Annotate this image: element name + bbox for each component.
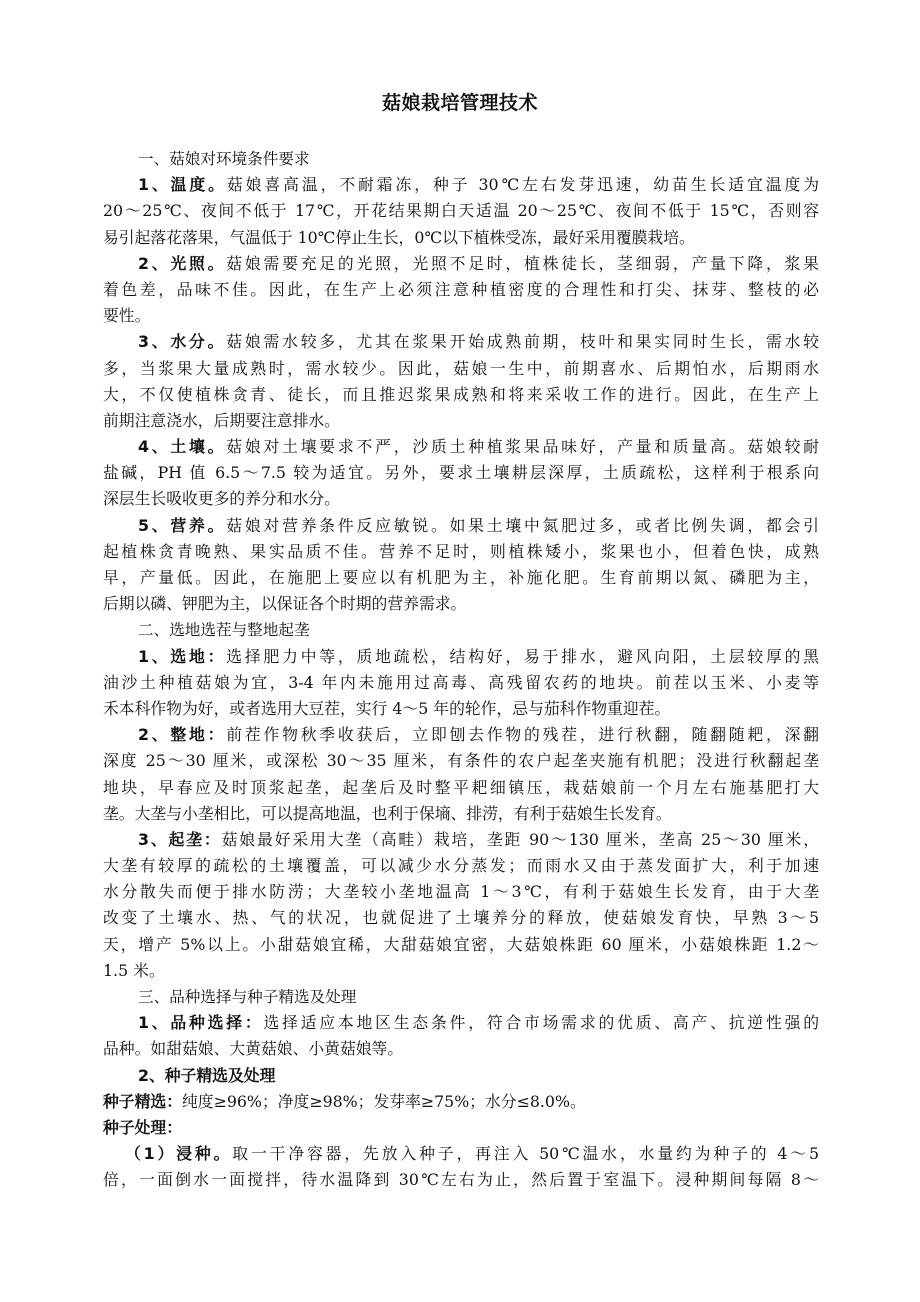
- paragraph-site-line-1: [103, 644, 819, 670]
- paragraph-ridge-line-3: 水分散失而便于排水防涝；大垄较小垄地温高 1～3℃，有利于菇娘生长发育，由于大垄: [103, 882, 819, 902]
- paragraph-soil-line-1: [103, 434, 819, 460]
- paragraph-seed-selection: [103, 1089, 819, 1115]
- nutrition-label: 5、营养。: [138, 515, 227, 535]
- paragraph-temperature-line-3: 易引起落花落果，气温低于 10℃停止生长，0℃以下植株受冻，最好采用覆膜栽培。: [103, 227, 695, 247]
- site-label: 1、选地：: [138, 646, 227, 666]
- temperature-text-1: 菇娘喜高温，不耐霜冻，种子 30℃左右发芽迅速，幼苗生长适宜温度为: [226, 175, 819, 195]
- document-body: [103, 146, 819, 1194]
- paragraph-light-line-1: [103, 251, 819, 277]
- paragraph-water-line-1: [103, 329, 819, 355]
- soil-label: 4、土壤。: [138, 437, 227, 457]
- seed-selection-label: 种子精选：: [103, 1091, 182, 1111]
- paragraph-prep-line-1: [103, 722, 819, 748]
- prep-label: 2、整地：: [138, 725, 227, 745]
- section-heading-environment: 一、菇娘对环境条件要求: [138, 150, 310, 168]
- seed-selection-text: 纯度≥96%；净度≥98%；发芽率≥75%；水分≤8.0%。: [182, 1091, 586, 1111]
- paragraph-prep-line-4: 垄。大垄与小垄相比，可以提高地温，也利于保墒、排涝，有利于菇娘生长发育。: [103, 803, 672, 823]
- site-text-1: 选择肥力中等，质地疏松，结构好，易于排水，避风向阳，土层较厚的黑: [226, 646, 819, 666]
- section-heading-site-prep: 二、选地选茬与整地起垄: [138, 621, 310, 640]
- soaking-text-1: 取一干净容器，先放入种子，再注入 50℃温水，水量约为种子的 4～5: [232, 1144, 819, 1164]
- ridge-label: 3、起垄：: [138, 829, 222, 849]
- paragraph-variety-line-1: [103, 1010, 819, 1036]
- paragraph-variety-line-2: 品种。如甜菇娘、大黄菇娘、小黄菇娘等。: [103, 1039, 404, 1059]
- paragraph-water-line-4: 前期注意浇水，后期要注意排水。: [103, 410, 340, 430]
- subheading-seed-treatment: 种子处理：: [103, 1117, 182, 1137]
- variety-text-1: 选择适应本地区生态条件，符合市场需求的优质、高产、抗逆性强的: [263, 1013, 819, 1033]
- paragraph-nutrition-line-2: 起植株贪青晚熟、果实品质不佳。营养不足时，则植株矮小，浆果也小，但着色快，成熟: [103, 541, 819, 561]
- prep-text-1: 前茬作物秋季收获后，立即刨去作物的残茬，进行秋翻，随翻随耙，深翻: [226, 725, 819, 745]
- paragraph-ridge-line-5: 天，增产 5%以上。小甜菇娘宜稀，大甜菇娘宜密，大菇娘株距 60 厘米，小菇娘株距 1.2～: [103, 934, 819, 954]
- paragraph-prep-line-3: 地块，早春应及时顶浆起垄，起垄后及时整平耙细镇压，栽菇娘前一个月左右施基肥打大: [103, 777, 819, 797]
- paragraph-light-line-2: 着色差，品味不佳。因此，在生产上必须注意种植密度的合理性和打尖、抹芽、整枝的必: [103, 279, 819, 299]
- paragraph-temperature-line-2: 20～25℃、夜间不低于 17℃，开花结果期白天适温 20～25℃、夜间不低于 15℃，否则容: [103, 201, 819, 221]
- paragraph-soil-line-2: 盐碱，PH 值 6.5～7.5 较为适宜。另外，要求土壤耕层深厚，土质疏松，这样利于根系向: [103, 463, 819, 483]
- paragraph-soil-line-3: 深层生长吸收更多的养分和水分。: [103, 489, 340, 509]
- paragraph-soaking-line-2: 倍，一面倒水一面搅拌，待水温降到 30℃左右为止，然后置于室温下。浸种期间每隔 8～: [103, 1170, 819, 1190]
- water-label: 3、水分。: [138, 332, 227, 352]
- paragraph-ridge-line-1: [103, 827, 819, 853]
- paragraph-ridge-line-6: 1.5 米。: [103, 960, 165, 980]
- paragraph-site-line-2: 油沙土种植菇娘为宜，3-4 年内未施用过高毒、高残留农药的地块。前茬以玉米、小麦等: [103, 672, 819, 692]
- nutrition-text-1: 菇娘对营养条件反应敏锐。如果土壤中氮肥过多，或者比例失调，都会引: [226, 515, 819, 535]
- paragraph-water-line-3: 大，不仅使植株贪青、徒长，而且推迟浆果成熟和将来采收工作的进行。因此，在生产上: [103, 384, 819, 404]
- paragraph-temperature-line-1: [103, 172, 819, 198]
- subheading-seed-selection-treatment: 2、种子精选及处理: [138, 1065, 276, 1085]
- light-label: 2、光照。: [138, 253, 227, 273]
- water-text-1: 菇娘需水较多，尤其在浆果开始成熟前期，枝叶和果实同时生长，需水较: [226, 332, 819, 352]
- light-text-1: 菇娘需要充足的光照，光照不足时，植株徒长，茎细弱，产量下降，浆果: [226, 253, 819, 273]
- paragraph-nutrition-line-1: [103, 513, 819, 539]
- soaking-label: （1）浸种。: [125, 1144, 233, 1164]
- paragraph-prep-line-2: 深度 25～30 厘米，或深松 30～35 厘米，有条件的农户起垄夹施有机肥；没进行秋翻起垄: [103, 751, 819, 771]
- paragraph-water-line-2: 多，当浆果大量成熟时，需水较少。因此，菇娘一生中，前期喜水、后期怕水，后期雨水: [103, 358, 819, 378]
- soil-text-1: 菇娘对土壤要求不严，沙质土种植浆果品味好，产量和质量高。菇娘较耐: [226, 437, 819, 457]
- ridge-text-1: 菇娘最好采用大垄（高畦）栽培，垄距 90～130 厘米，垄高 25～30 厘米，: [221, 829, 819, 849]
- paragraph-nutrition-line-3: 早，产量低。因此，在施肥上要应以有机肥为主，补施化肥。生育前期以氮、磷肥为主，: [103, 568, 819, 587]
- paragraph-soaking-line-1: [103, 1141, 819, 1167]
- document-title: 菇娘栽培管理技术: [381, 92, 538, 114]
- section-heading-variety-seed: 三、品种选择与种子精选及处理: [138, 988, 357, 1006]
- variety-label: 1、品种选择：: [138, 1013, 264, 1033]
- paragraph-ridge-line-2: 大垄有较厚的疏松的土壤覆盖，可以减少水分蒸发；而雨水又由于蒸发面扩大，利于加速: [103, 856, 819, 876]
- paragraph-light-line-3: 要性。: [103, 306, 151, 326]
- paragraph-nutrition-line-4: 后期以磷、钾肥为主，以保证各个时期的营养需求。: [103, 594, 467, 614]
- paragraph-ridge-line-4: 改变了土壤水、热、气的状况，也就促进了土壤养分的释放，使菇娘发育快，早熟 3～5: [103, 908, 819, 928]
- temperature-label: 1、温度。: [138, 175, 227, 195]
- paragraph-site-line-3: 禾本科作物为好，或者选用大豆茬，实行 4～5 年的轮作，忌与茄科作物重迎茬。: [103, 698, 671, 718]
